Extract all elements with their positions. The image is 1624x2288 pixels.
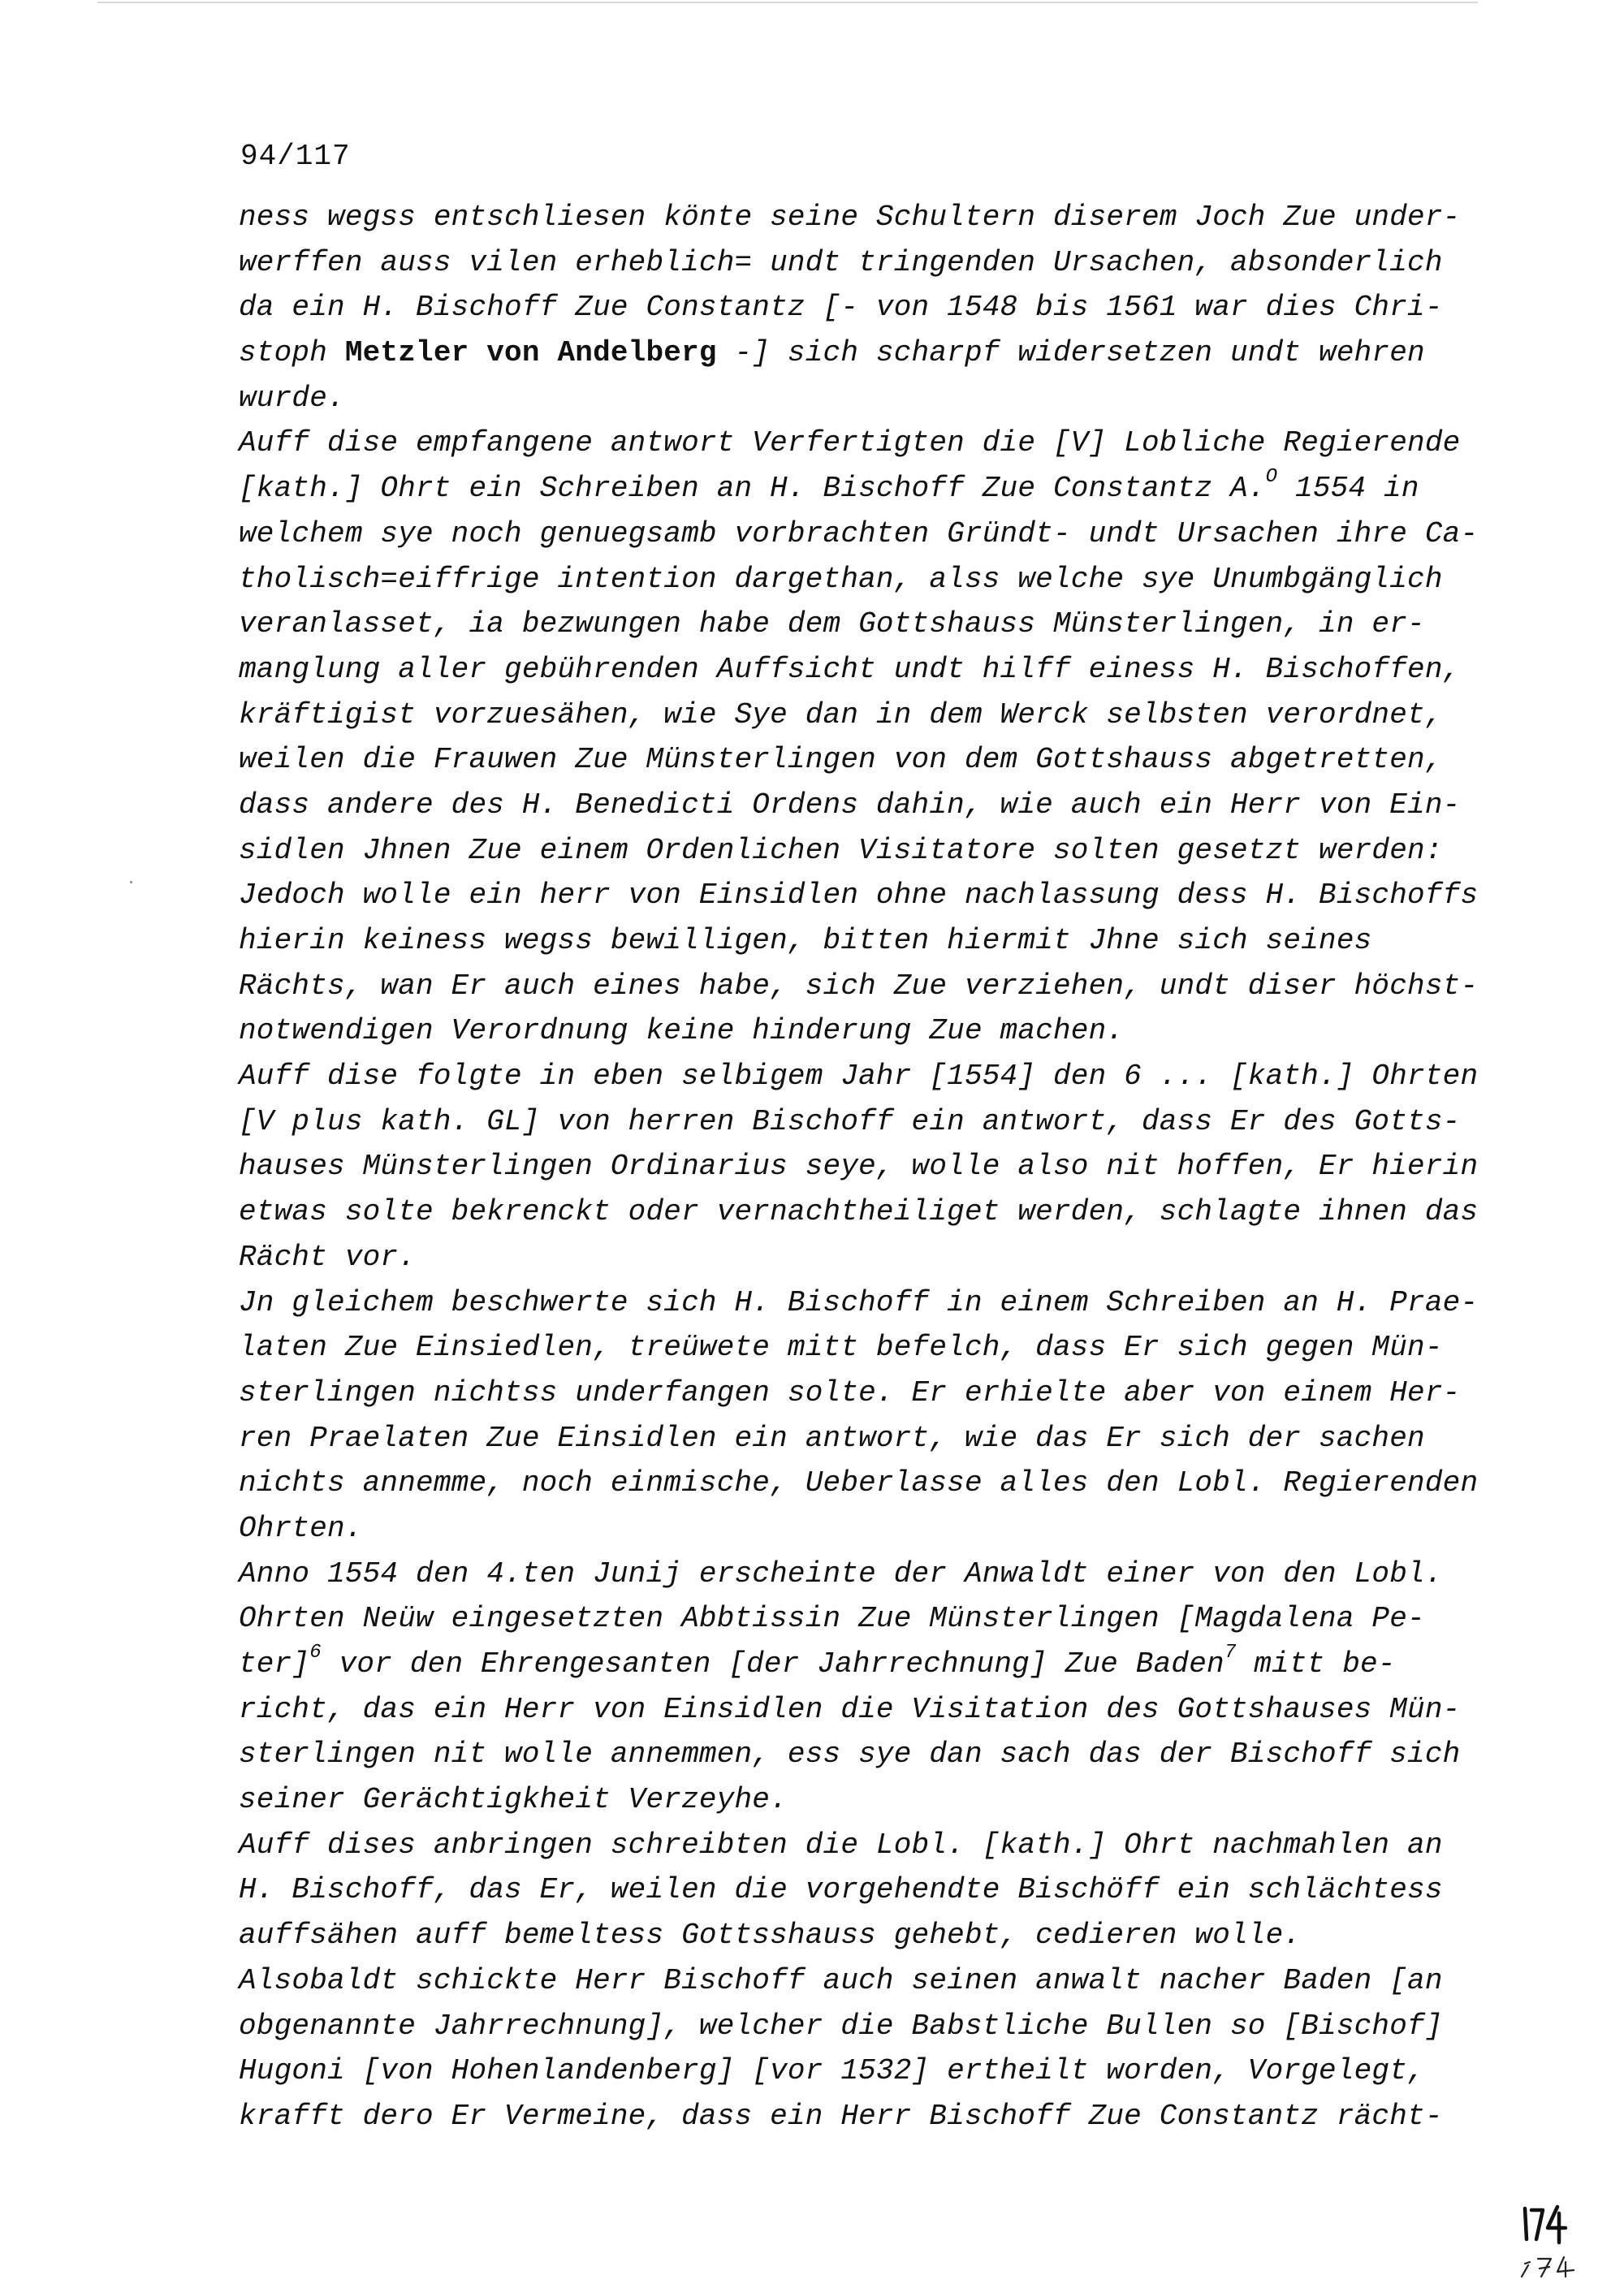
text-segment: vor den Ehrengesanten [der Jahrrechnung] Zue Baden bbox=[321, 1647, 1224, 1681]
text-segment: da ein H. Bischoff Zue Constantz [- von 1548 bis 1561 war dies Chri- bbox=[239, 291, 1443, 325]
text-segment: dass andere des H. Benedicti Ordens dahin, wie auch ein Herr von Ein- bbox=[239, 788, 1461, 822]
text-segment: obgenannte Jahrrechnung], welcher die Babstliche Bullen so [Bischof] bbox=[239, 2009, 1443, 2043]
text-line bbox=[239, 602, 1505, 647]
text-segment: sidlen Jhnen Zue einem Ordenlichen Visitatore solten gesetzt werden: bbox=[239, 833, 1443, 867]
text-line bbox=[239, 1416, 1505, 1461]
text-segment: krafft dero Er Vermeine, dass ein Herr Bischoff Zue Constantz rächt- bbox=[239, 2099, 1443, 2133]
text-line bbox=[239, 376, 1505, 421]
text-line bbox=[239, 964, 1505, 1009]
text-segment: Ohrten. bbox=[239, 1511, 363, 1545]
text-segment: werffen auss vilen erheblich= undt tringenden Ursachen, absonderlich bbox=[239, 245, 1443, 279]
text-line bbox=[239, 1371, 1505, 1416]
text-segment: Auff dise empfangene antwort Verfertigten die [V] Lobliche Regierende bbox=[239, 426, 1461, 460]
text-line bbox=[239, 557, 1505, 602]
text-segment: sterlingen nit wolle annemmen, ess sye dan sach das der Bischoff sich bbox=[239, 1738, 1461, 1772]
text-line bbox=[239, 1777, 1505, 1823]
text-line bbox=[239, 828, 1505, 874]
text-segment: hauses Münsterlingen Ordinarius seye, wolle also nit hoffen, Er hierin bbox=[239, 1150, 1479, 1184]
text-segment: laten Zue Einsiedlen, treüwete mitt befelch, dass Er sich gegen Mün- bbox=[239, 1331, 1443, 1365]
text-segment: nichts annemme, noch einmische, Ueberlasse alles den Lobl. Regierenden bbox=[239, 1466, 1479, 1500]
text-segment: -] sich scharpf widersetzen undt wehren bbox=[716, 336, 1425, 370]
text-line bbox=[239, 1823, 1505, 1868]
bold-name: Metzler von Andelberg bbox=[344, 336, 717, 370]
text-segment: hierin keiness wegss bewilligen, bitten hiermit Jhne sich seines bbox=[239, 924, 1372, 957]
text-line bbox=[239, 2094, 1505, 2139]
text-segment: Hugoni [von Hohenlandenberg] [vor 1532] ertheilt worden, Vorgelegt, bbox=[239, 2054, 1425, 2088]
text-line bbox=[239, 1461, 1505, 1506]
text-segment: ter] bbox=[239, 1647, 310, 1681]
text-segment: [kath.] Ohrt ein Schreiben an H. Bischoff Zue Constantz A. bbox=[239, 472, 1266, 506]
text-segment: Anno 1554 den 4.ten Junij erscheinte der Anwaldt einer von den Lobl. bbox=[239, 1556, 1443, 1591]
text-line bbox=[239, 918, 1505, 964]
text-segment: kräftigist vorzuesähen, wie Sye dan in dem Werck selbsten verordnet, bbox=[239, 697, 1443, 732]
text-line bbox=[239, 1642, 1505, 1687]
text-segment: richt, das ein Herr von Einsidlen die Visitation des Gottshauses Mün- bbox=[239, 1692, 1461, 1726]
text-line bbox=[239, 1008, 1505, 1054]
handwritten-folio-mark bbox=[1520, 2202, 1593, 2279]
text-segment: Auff dises anbringen schreibten die Lobl. [kath.] Ohrt nachmahlen an bbox=[239, 1828, 1443, 1862]
text-segment: etwas solte bekrenckt oder vernachtheiliget werden, schlagte ihnen das bbox=[239, 1195, 1479, 1229]
text-segment: welchem sye noch genuegsamb vorbrachten Gründt- undt Ursachen ihre Ca- bbox=[239, 516, 1479, 550]
text-line bbox=[239, 1144, 1505, 1189]
text-segment: Jedoch wolle ein herr von Einsidlen ohne nachlassung dess H. Bischoffs bbox=[239, 879, 1479, 913]
text-line bbox=[239, 1325, 1505, 1371]
superscript-marker: O bbox=[1265, 466, 1278, 489]
text-segment: wurde. bbox=[239, 381, 345, 415]
text-line bbox=[239, 2004, 1505, 2049]
text-line bbox=[239, 512, 1505, 557]
superscript-marker: 6 bbox=[309, 1642, 322, 1664]
text-segment: 1554 in bbox=[1277, 472, 1419, 506]
text-segment: H. Bischoff, das Er, weilen die vorgehendte Bischöff ein schlächtess bbox=[239, 1873, 1443, 1907]
text-segment: [V plus kath. GL] von herren Bischoff ein antwort, dass Er des Gotts- bbox=[239, 1104, 1461, 1138]
text-line bbox=[239, 285, 1505, 330]
text-segment: Alsobaldt schickte Herr Bischoff auch seinen anwalt nacher Baden [an bbox=[239, 1963, 1443, 1997]
text-line bbox=[239, 1506, 1505, 1552]
text-line bbox=[239, 1958, 1505, 2004]
text-segment: seiner Gerächtigkheit Verzeyhe. bbox=[239, 1783, 788, 1817]
text-segment: ren Praelaten Zue Einsidlen ein antwort, wie das Er sich der sachen bbox=[239, 1421, 1425, 1455]
text-line bbox=[239, 1054, 1505, 1099]
text-line bbox=[239, 330, 1505, 376]
text-line bbox=[239, 195, 1505, 240]
text-segment: notwendigen Verordnung keine hinderung Zue machen. bbox=[239, 1014, 1125, 1048]
document-body bbox=[239, 195, 1505, 2139]
text-line bbox=[239, 1732, 1505, 1777]
text-line bbox=[239, 1687, 1505, 1733]
page-number: 94/117 bbox=[240, 140, 351, 173]
text-segment: Auff dise folgte in eben selbigem Jahr [1554] den 6 ... [kath.] Ohrten bbox=[239, 1060, 1479, 1094]
text-line bbox=[239, 873, 1505, 918]
text-segment: Ohrten Neüw eingesetzten Abbtissin Zue Münsterlingen [Magdalena Pe- bbox=[239, 1602, 1425, 1636]
text-segment: ness wegss entschliesen könte seine Schultern diserem Joch Zue under- bbox=[239, 201, 1461, 234]
text-segment: manglung aller gebührenden Auffsicht undt hilff einess H. Bischoffen, bbox=[239, 652, 1461, 686]
text-segment: auffsähen auff bemeltess Gottsshauss gehebt, cedieren wolle. bbox=[239, 1919, 1302, 1953]
text-line bbox=[239, 1913, 1505, 1958]
text-segment: mitt be- bbox=[1236, 1647, 1396, 1681]
text-line bbox=[239, 1235, 1505, 1280]
text-line bbox=[239, 737, 1505, 783]
text-segment: Rächt vor. bbox=[239, 1240, 417, 1274]
text-segment: tholisch=eiffrige intention dargethan, alss welche sye Unumbgänglich bbox=[239, 562, 1443, 596]
text-line bbox=[239, 1280, 1505, 1326]
text-segment: Rächts, wan Er auch eines habe, sich Zue verziehen, undt diser höchst- bbox=[239, 969, 1479, 1003]
text-line bbox=[239, 1867, 1505, 1913]
text-segment: stoph bbox=[239, 336, 345, 370]
superscript-marker: 7 bbox=[1224, 1642, 1237, 1664]
text-line bbox=[239, 1552, 1505, 1597]
text-segment: weilen die Frauwen Zue Münsterlingen von dem Gottshauss abgetretten, bbox=[239, 743, 1443, 777]
text-line bbox=[239, 421, 1505, 466]
text-line bbox=[239, 783, 1505, 828]
text-segment: veranlasset, ia bezwungen habe dem Gottshauss Münsterlingen, in er- bbox=[239, 607, 1425, 641]
scan-speck bbox=[130, 881, 132, 883]
text-line bbox=[239, 693, 1505, 738]
text-line bbox=[239, 1189, 1505, 1235]
text-segment: sterlingen nichtss underfangen solte. Er erhielte aber von einem Her- bbox=[239, 1375, 1461, 1409]
text-line bbox=[239, 1596, 1505, 1642]
text-line bbox=[239, 2048, 1505, 2094]
text-line bbox=[239, 1099, 1505, 1145]
handwritten-folio-number bbox=[1520, 2202, 1593, 2279]
text-line bbox=[239, 466, 1505, 512]
text-line bbox=[239, 647, 1505, 693]
scan-top-edge bbox=[97, 2, 1478, 3]
text-line bbox=[239, 240, 1505, 286]
text-segment: Jn gleichem beschwerte sich H. Bischoff in einem Schreiben an H. Prae- bbox=[239, 1285, 1479, 1319]
